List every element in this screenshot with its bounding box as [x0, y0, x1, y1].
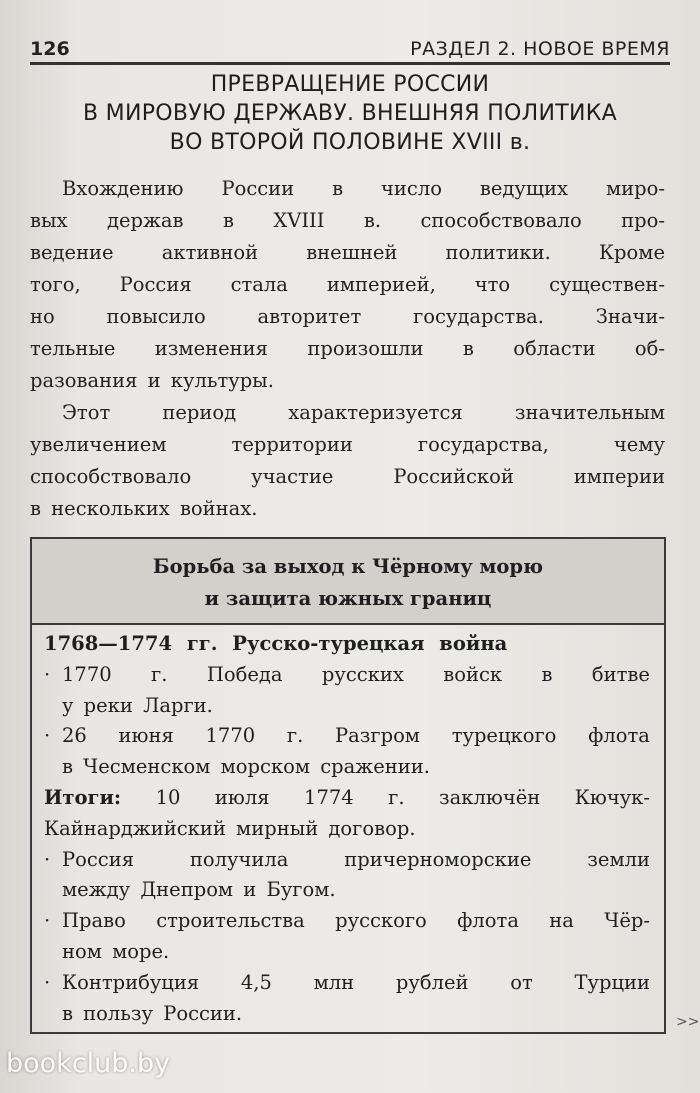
info-box [30, 537, 666, 1034]
word: число [381, 177, 442, 200]
word: получила [189, 847, 289, 871]
word: России [221, 177, 295, 200]
word: что [474, 273, 511, 296]
chapter-title-line: ВО ВТОРОЙ ПОЛОВИНЕ XVIII в. [169, 130, 531, 155]
word: значительным [514, 401, 665, 424]
margin-mark: >> [676, 1014, 700, 1030]
info-box-heading-line: и защита южных границ [204, 587, 492, 610]
word: миро- [605, 177, 665, 200]
word: области [513, 337, 596, 360]
text-line [30, 173, 665, 205]
text-line: разования и культуры. [30, 369, 274, 392]
word: тельные [30, 337, 116, 360]
text-line: в нескольких войнах. [30, 497, 258, 520]
page-number: 126 [30, 38, 70, 60]
text-line [30, 237, 665, 269]
word: государства, [417, 433, 549, 456]
word: русского [335, 909, 427, 933]
text-line [30, 461, 665, 493]
word: того, [30, 273, 81, 296]
word: млн [313, 970, 355, 994]
word: Чёр- [604, 909, 650, 933]
word: 1774 [304, 785, 354, 809]
page-header [30, 24, 670, 60]
word: Российской [393, 465, 514, 488]
bullet-marker: · [44, 909, 51, 933]
bullet-item [44, 721, 650, 752]
bullet-item-continuation: в пользу России. [62, 1001, 243, 1025]
word: увеличением [30, 433, 167, 456]
bullet-text [62, 845, 650, 876]
word: империи [573, 465, 665, 488]
word: 1770 [62, 662, 112, 686]
section-title: РАЗДЕЛ 2. НОВОЕ ВРЕМЯ [410, 38, 670, 60]
info-box-body [44, 629, 650, 1029]
word: характеризуется [288, 401, 463, 424]
word: земли [587, 847, 650, 871]
word: Право [62, 909, 126, 933]
word: в [222, 209, 234, 232]
chapter-title-line: ПРЕВРАЩЕНИЕ РОССИИ [210, 72, 490, 97]
word: 10 [155, 785, 181, 809]
word: политики. [445, 241, 551, 264]
word: турецкого [451, 724, 557, 748]
word: про- [621, 209, 665, 232]
word: Вхождению [62, 177, 184, 200]
word: Значи- [595, 305, 665, 328]
bullet-item-continuation: ном море. [62, 939, 170, 963]
body-text [30, 173, 665, 525]
bullet-marker: · [44, 847, 51, 871]
word: чему [613, 433, 665, 456]
word: участие [251, 465, 334, 488]
word: вых [30, 209, 68, 232]
chapter-title [30, 70, 670, 157]
word: июня [118, 724, 174, 748]
word: Кючук- [574, 785, 650, 809]
word: Кроме [598, 241, 665, 264]
word: июля [214, 785, 270, 809]
word: стала [230, 273, 288, 296]
word: территории [231, 433, 353, 456]
bullet-item [44, 660, 650, 691]
watermark: bookclub.by [6, 1048, 171, 1079]
word: Россия [62, 847, 135, 871]
word: флота [588, 724, 650, 748]
word: от [510, 970, 533, 994]
word: рублей [395, 970, 469, 994]
header-divider [30, 62, 670, 65]
word: в [332, 177, 344, 200]
text-line [30, 333, 665, 365]
word: 26 [62, 724, 87, 748]
word: в [541, 662, 553, 686]
word: ведение [30, 241, 114, 264]
word: государства. [413, 305, 544, 328]
results-continuation: Кайнарджийский мирный договор. [44, 816, 416, 840]
bullet-item-continuation: у реки Ларги. [62, 693, 213, 717]
word: XVIII [273, 209, 325, 232]
word: способствовало [420, 209, 582, 232]
bullet-item [44, 968, 650, 999]
word: заключён [439, 785, 541, 809]
word: в. [363, 209, 382, 232]
results-line [44, 783, 650, 814]
word: причерноморские [344, 847, 532, 871]
bullet-text [62, 968, 650, 999]
word: на [549, 909, 574, 933]
word: активной [161, 241, 259, 264]
word: держав [106, 209, 184, 232]
bullet-item [44, 845, 650, 876]
word: Контрибуция [62, 970, 200, 994]
word: способствовало [30, 465, 192, 488]
text-line [30, 205, 665, 237]
war-title: 1768—1774 гг. Русско-турецкая война [44, 632, 508, 655]
word: г. [388, 785, 405, 809]
word: Победа [206, 662, 283, 686]
bullet-marker: · [44, 724, 51, 748]
word: г. [151, 662, 168, 686]
bullet-item [44, 906, 650, 937]
word: войск [443, 662, 503, 686]
word: империей, [326, 273, 436, 296]
info-box-heading [32, 539, 664, 625]
word: 1770 [205, 724, 256, 748]
word: строительства [156, 909, 305, 933]
bullet-text [62, 721, 650, 752]
paragraph-1 [30, 173, 665, 397]
word: об- [634, 337, 665, 360]
word: флота [457, 909, 519, 933]
word: ведущих [479, 177, 569, 200]
word: но [30, 305, 55, 328]
bullet-marker: · [44, 970, 51, 994]
bullet-text [62, 660, 650, 691]
text-line [30, 429, 665, 461]
results-label: Итоги: [44, 785, 122, 809]
word: повысило [106, 305, 206, 328]
bullet-item-continuation: в Чесменском морском сражении. [62, 755, 430, 779]
word: авторитет [257, 305, 362, 328]
word: существен- [549, 273, 665, 296]
bullet-text [62, 906, 650, 937]
word: Турции [574, 970, 650, 994]
word: в [462, 337, 474, 360]
word: битве [591, 662, 650, 686]
chapter-title-line: В МИРОВУЮ ДЕРЖАВУ. ВНЕШНЯЯ ПОЛИТИКА [82, 101, 618, 126]
word: Россия [119, 273, 192, 296]
text-line [30, 301, 665, 333]
word: Разгром [334, 724, 420, 748]
bullet-item-continuation: между Днепром и Бугом. [62, 878, 336, 902]
word: изменения [154, 337, 268, 360]
text-line [30, 269, 665, 301]
text-line [30, 397, 665, 429]
info-box-heading-line: Борьба за выход к Чёрному морю [152, 555, 544, 578]
paragraph-2 [30, 397, 665, 525]
word: произошли [307, 337, 424, 360]
word: г. [286, 724, 304, 748]
bullet-marker: · [44, 662, 51, 686]
word: внешней [306, 241, 398, 264]
word: период [162, 401, 237, 424]
word: русских [321, 662, 404, 686]
word: Этот [62, 401, 111, 424]
word: 4,5 [240, 970, 272, 994]
